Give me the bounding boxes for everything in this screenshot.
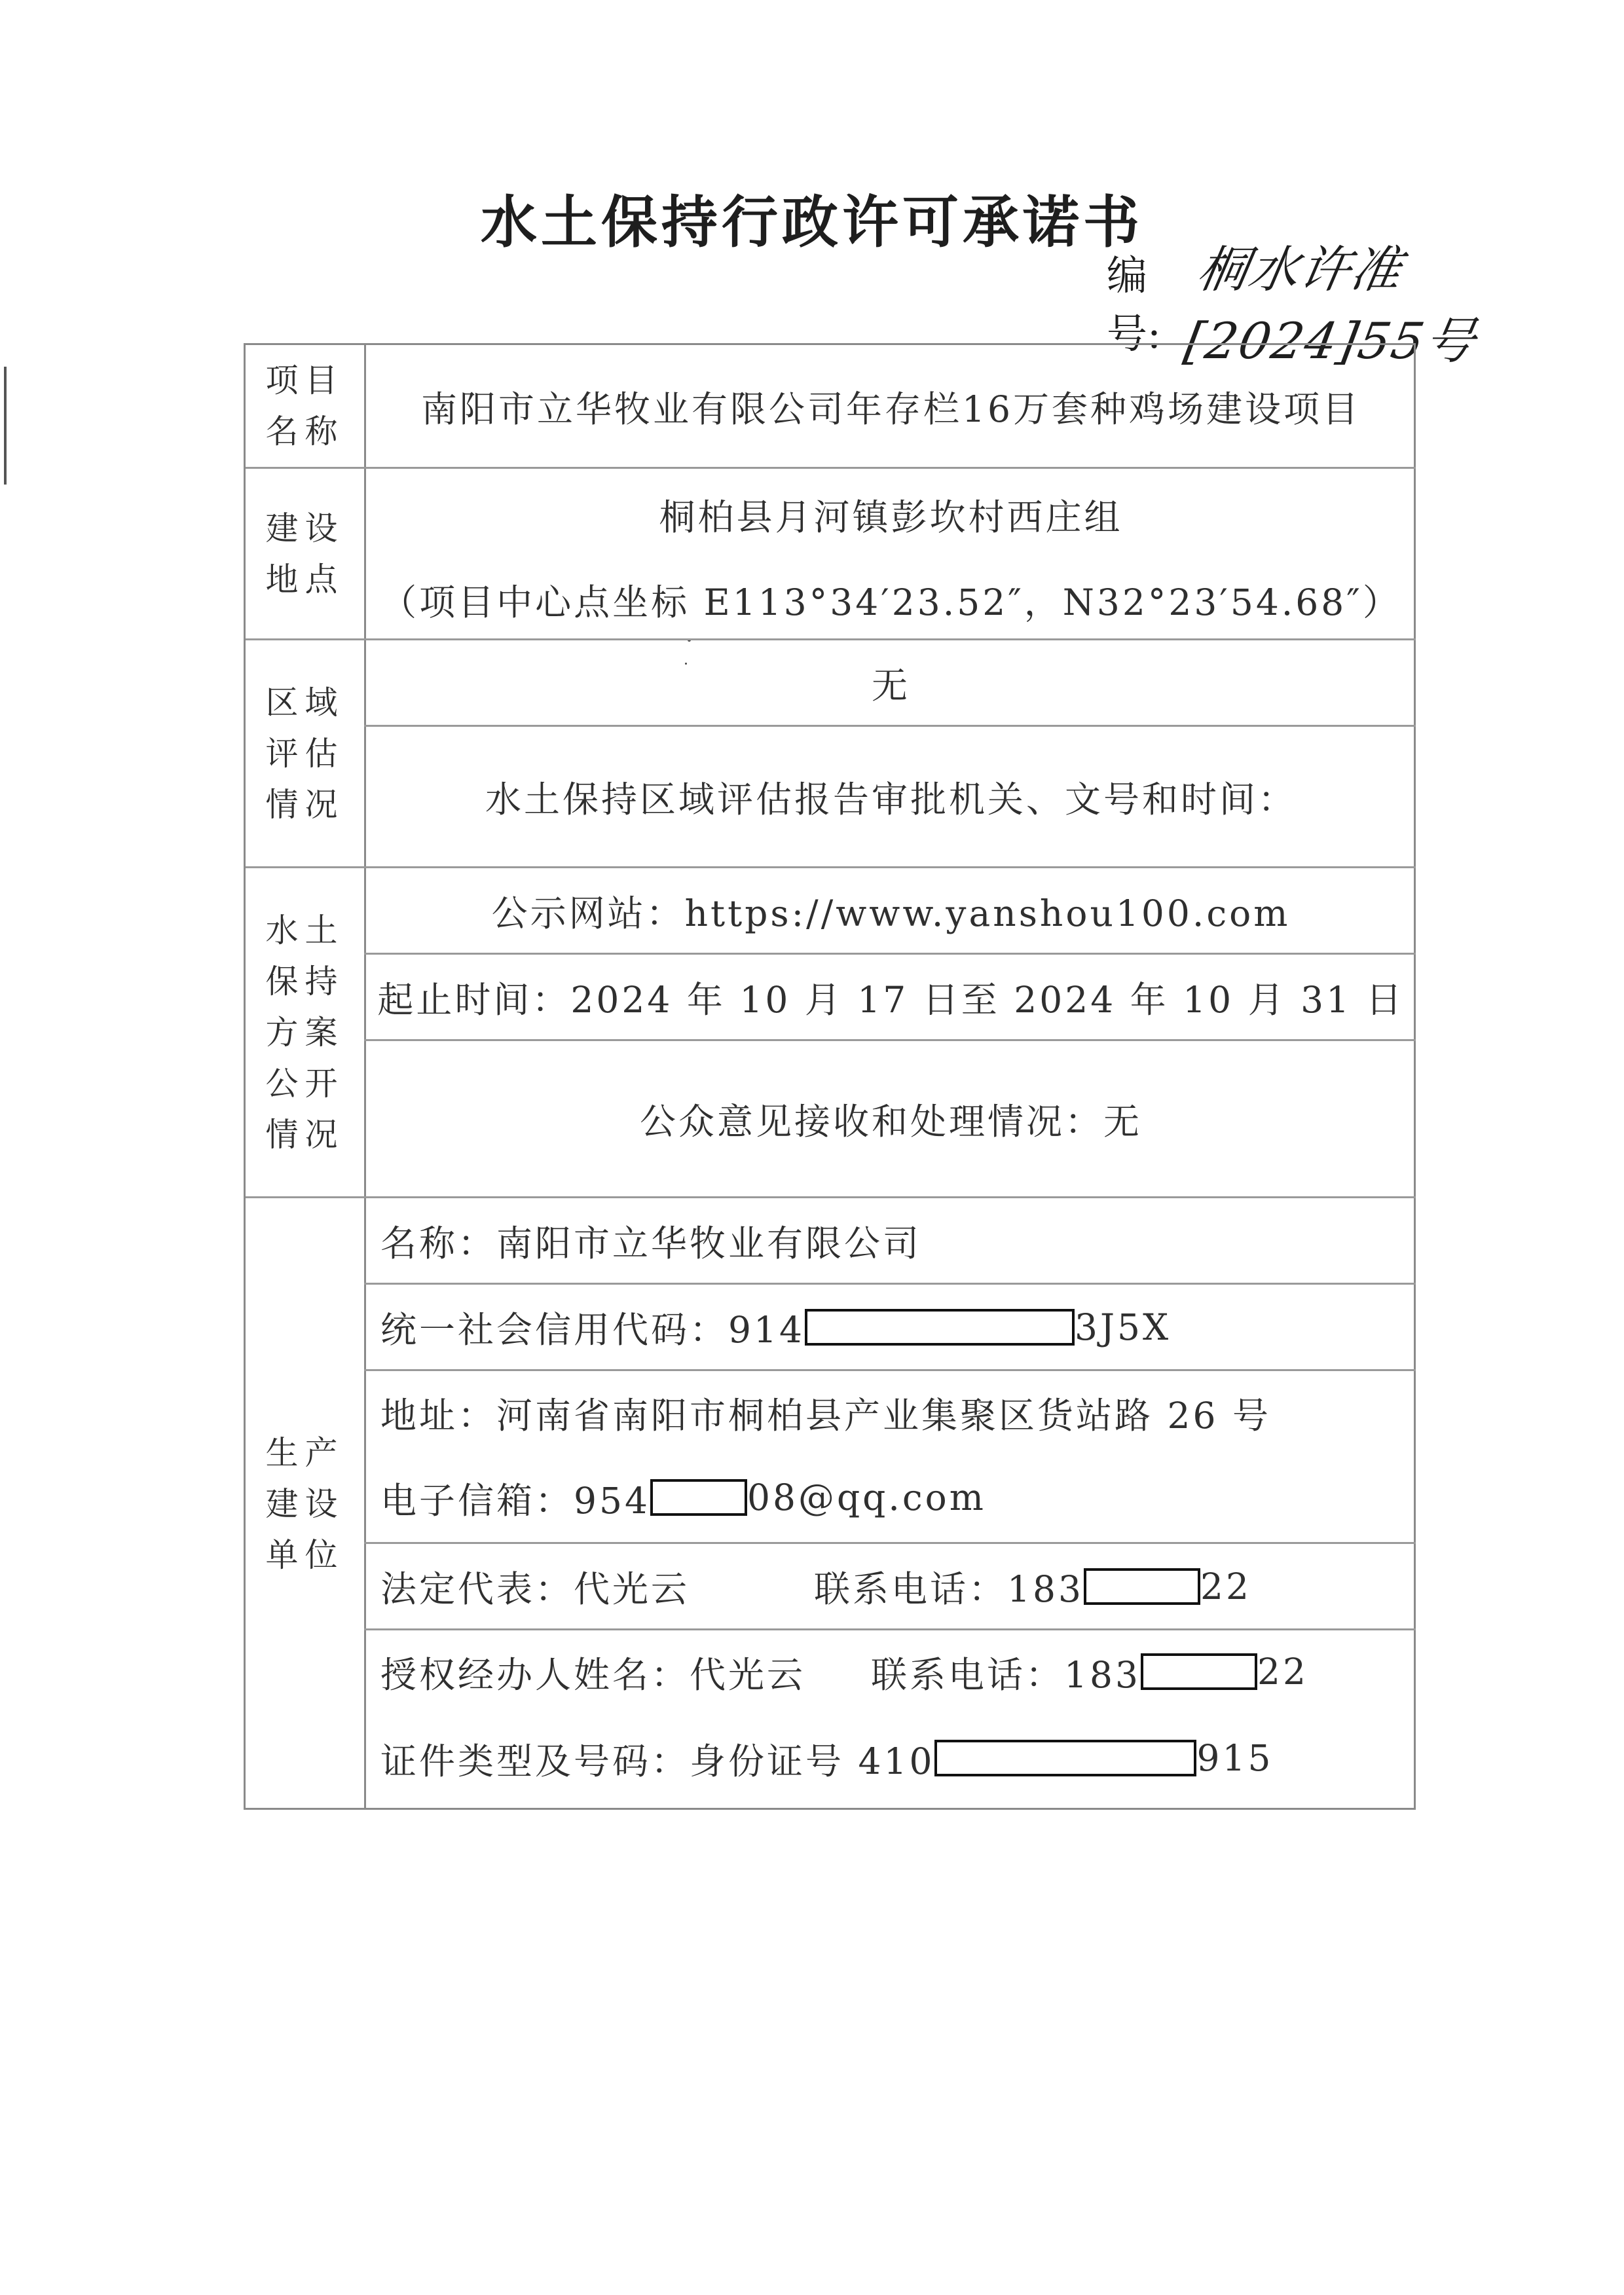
location-address: 桐柏县月河镇彭坎村西庄组	[659, 496, 1123, 538]
unit-label: 生产 建设 单位	[265, 1434, 344, 1574]
location-coordinates: （项目中心点坐标 E113°34′23.52″，N32°23′54.68″）	[380, 581, 1401, 623]
location-label: 建设 地点	[265, 509, 344, 598]
publicity-period: 起止时间：2024 年 10 月 17 日至 2024 年 10 月 31 日	[377, 979, 1405, 1021]
redaction-box	[1084, 1568, 1200, 1605]
unit-id-document: 证件类型及号码：身份证号 410 915	[380, 1737, 1274, 1782]
regional-assessment-label: 区域 评估 情况	[265, 683, 344, 824]
row-divider	[246, 467, 1416, 469]
document-number	[1107, 240, 1624, 370]
unit-email: 电子信箱：954 08@qq.com	[380, 1477, 986, 1522]
project-name-label: 项目 名称	[265, 361, 344, 450]
publicity-website: 公示网站：https://www.yanshou100.com	[491, 892, 1291, 934]
scan-margin-mark	[4, 367, 7, 485]
document-number-handwritten: 桐水许准[2024]55号	[1179, 240, 1481, 370]
unit-agent: 授权经办人姓名：代光云 联系电话：183 22	[380, 1651, 1308, 1696]
document-title: 水土保持行政许可承诺书	[481, 189, 1143, 255]
unit-name: 名称：南阳市立华牧业有限公司	[380, 1222, 922, 1264]
unit-address: 地址：河南省南阳市桐柏县产业集聚区货站路 26 号	[380, 1394, 1271, 1437]
regional-assessment-value: 无	[871, 665, 910, 707]
regional-assessment-approval: 水土保持区域评估报告审批机关、文号和时间：	[485, 779, 1297, 820]
redaction-box	[650, 1479, 747, 1516]
document-number-label: 编号:	[1107, 251, 1161, 358]
subrow-divider	[364, 1628, 1416, 1630]
subrow-divider	[364, 1369, 1416, 1371]
redaction-box	[805, 1309, 1075, 1346]
publicity-label: 水土 保持 方案 公开 情况	[265, 911, 344, 1154]
unit-credit-code: 统一社会信用代码：914 3J5X	[380, 1306, 1172, 1351]
unit-legal-representative: 法定代表：代光云 联系电话：183 22	[380, 1565, 1251, 1610]
publicity-public-opinion: 公众意见接收和处理情况：无	[639, 1101, 1142, 1143]
commitment-form-table	[244, 343, 1416, 1810]
project-name-value: 南阳市立华牧业有限公司年存栏16万套种鸡场建设项目	[421, 388, 1361, 430]
redaction-box	[934, 1740, 1196, 1776]
redaction-box	[1141, 1653, 1257, 1690]
